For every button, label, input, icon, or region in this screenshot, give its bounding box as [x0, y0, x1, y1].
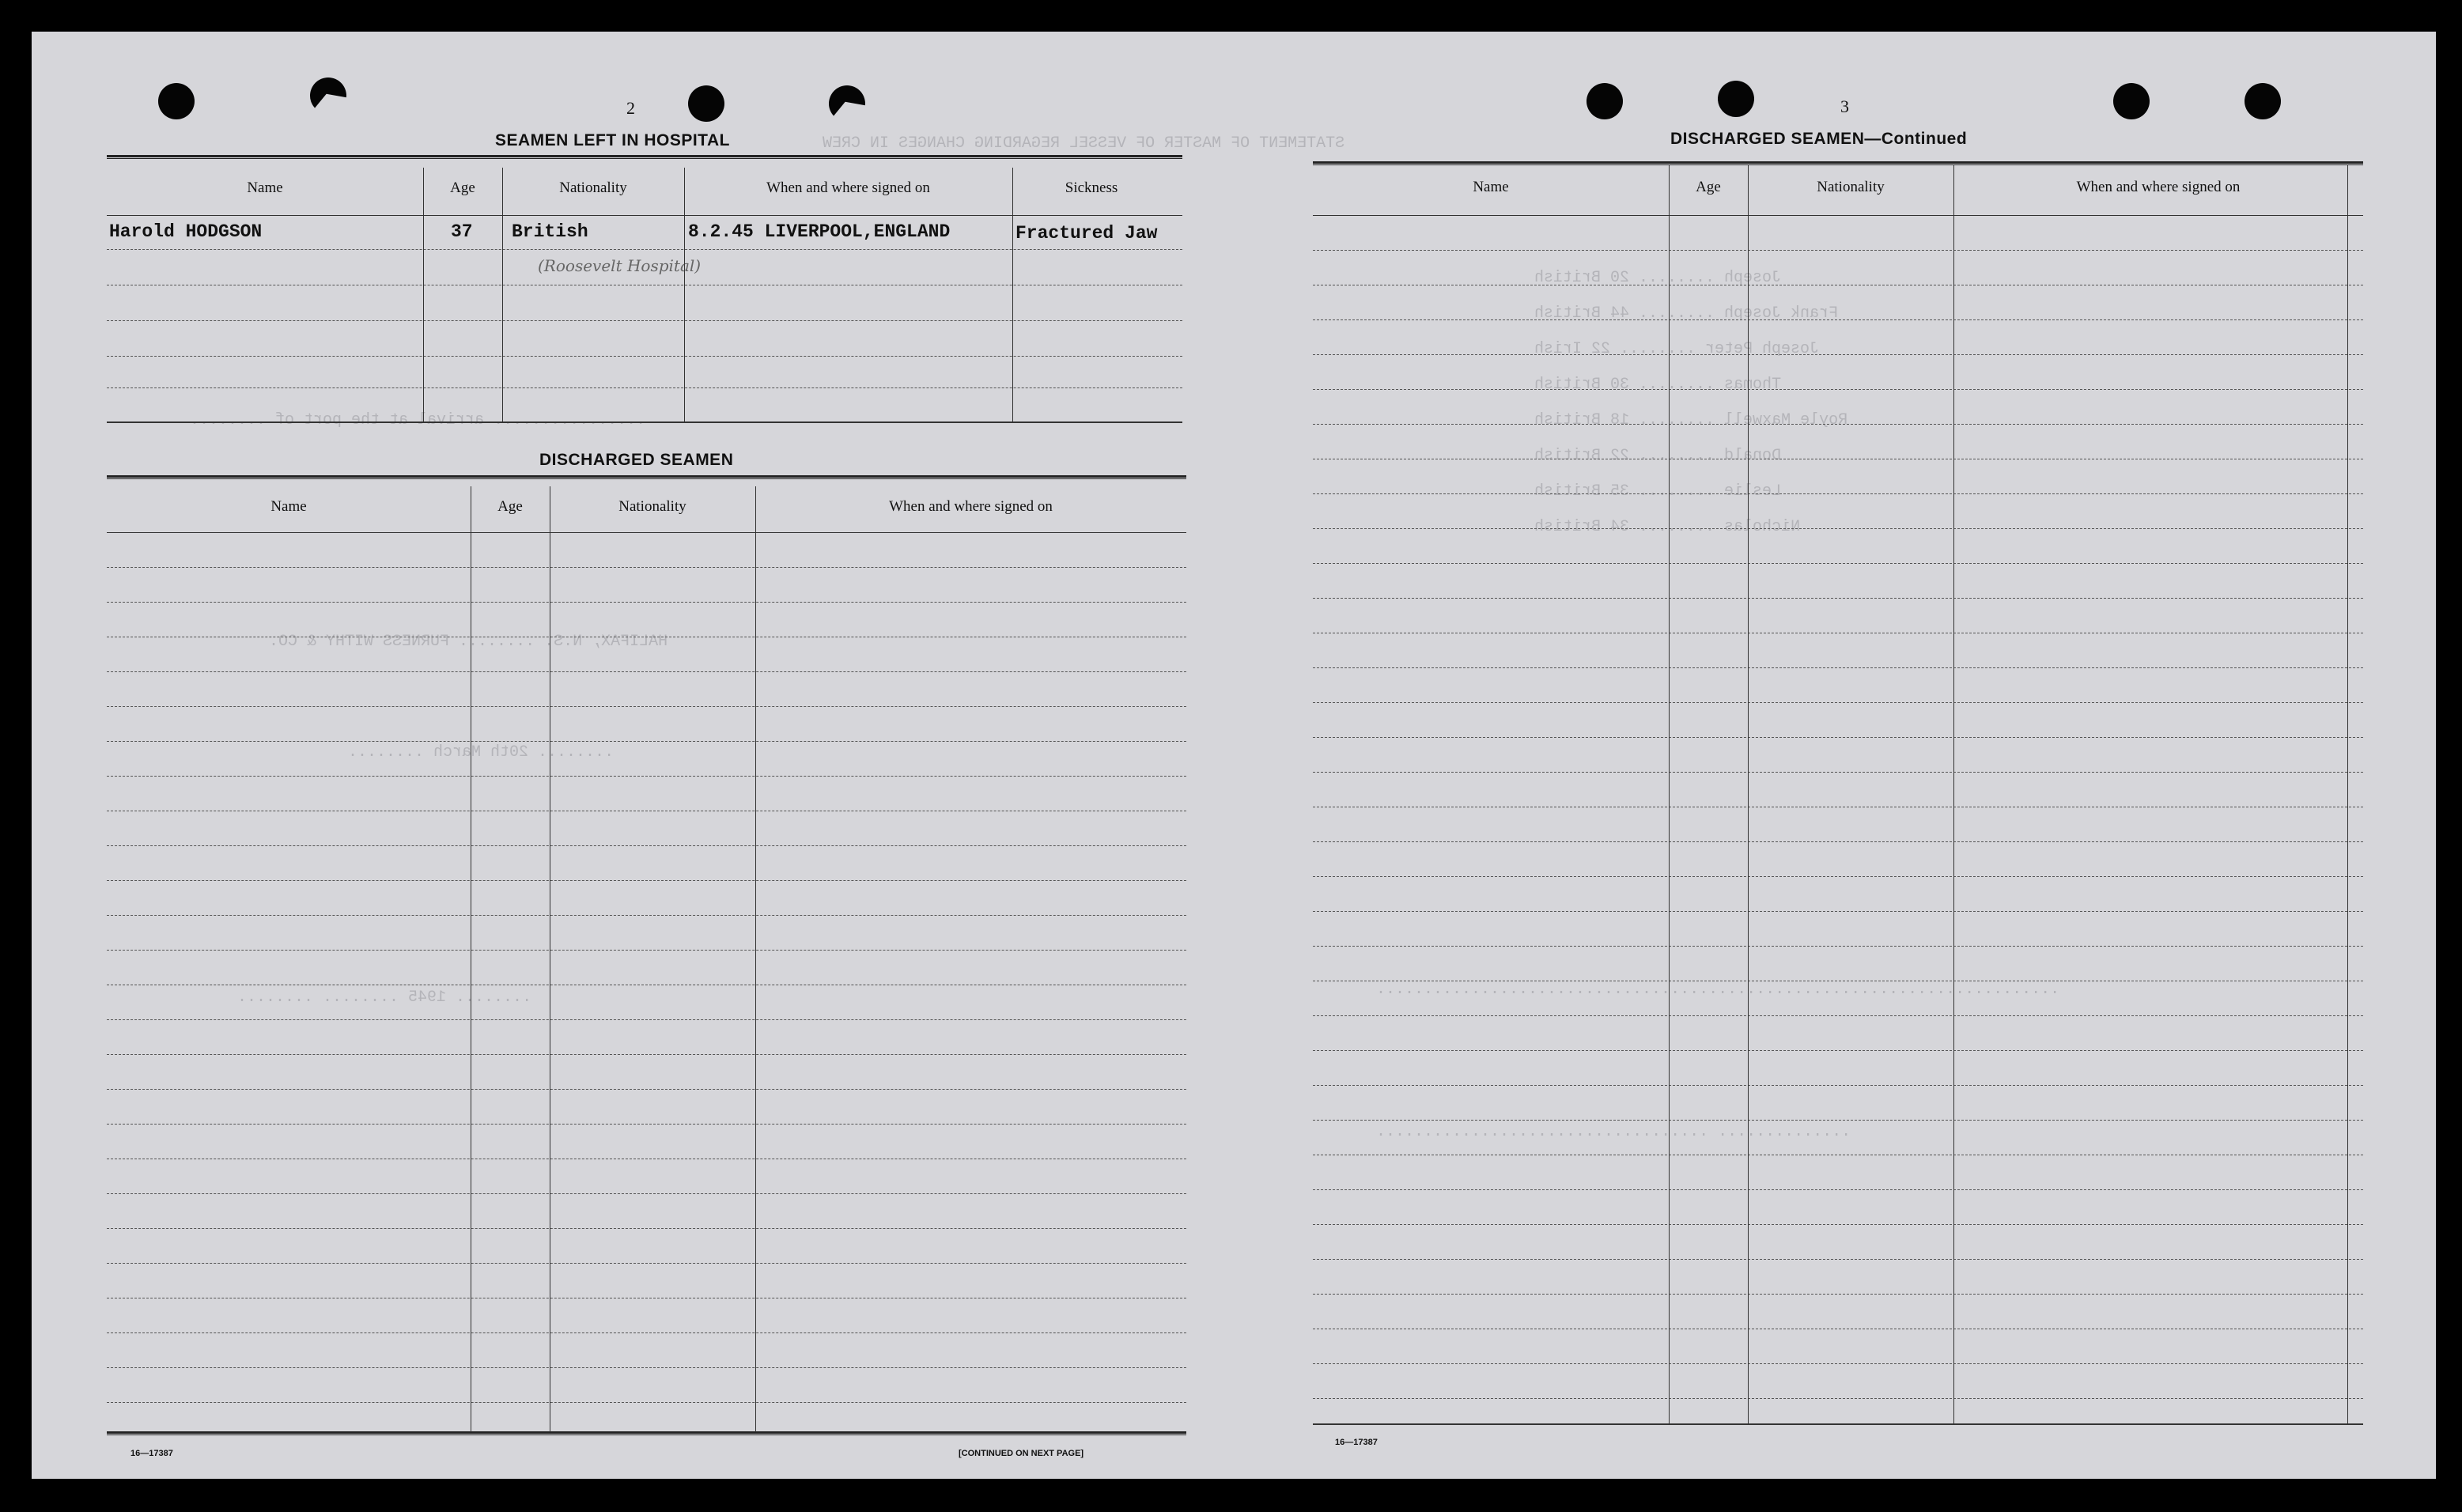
- ruled-line: [107, 1402, 1186, 1403]
- punch-hole: [158, 83, 195, 119]
- col-header-age: Age: [450, 180, 475, 196]
- seaman-name: Harold HODGSON: [109, 221, 263, 242]
- ruled-line: [1313, 319, 2363, 320]
- ruled-line: [1313, 1363, 2363, 1364]
- ruled-line: [1313, 354, 2363, 355]
- header-rule: [107, 215, 1182, 216]
- ruled-line: [107, 1332, 1186, 1333]
- col-header-signed-on: When and where signed on: [889, 498, 1053, 515]
- punch-hole: [688, 85, 724, 122]
- punch-hole: [829, 85, 865, 122]
- ruled-line: [1313, 841, 2363, 842]
- ruled-line: [107, 1263, 1186, 1264]
- col-header-nationality: Nationality: [618, 498, 686, 515]
- column-divider: [2347, 164, 2348, 1423]
- ruled-line: [1313, 702, 2363, 703]
- column-divider: [1748, 164, 1749, 1423]
- ruled-line: [1313, 250, 2363, 251]
- section-title-hospital: SEAMEN LEFT IN HOSPITAL: [495, 131, 730, 149]
- document-sheet: STATEMENT OF MASTER OF VESSEL REGARDING CHANGES IN CREW Joseph ........ 20 British Frank Joseph ........ 44 British Joseph Peter ........ 22 Irish Thomas ........ 30 British Royle Maxwell ........ 18 British Donald ........ 22 British Leslie ........ 35 British Nicholas ........ 34 British ................ arrival at the port of ........ HALIFAX, N.S. ........ FURNESS WITHY & CO. ........ 20th March ........ ........ 1945 ........ ........ ........................................................................ .............. ................................... 2 SEAMEN LEFT IN HOSPITAL Name Age Nationality When and where signed on Sickness Harold HODGSON 37 British 8.2.45 LIVERPOOL,ENGLAND Fractured Jaw (Roosevelt Hospital) DISCHARGED SEAMEN Name Age Nationality When and where signed on 16—17387 [CONTINUED ON NEXT PAGE] 3 DISCHARGED SEAMEN—Continued Name Age Nationality When and where signed on 16—17387: [32, 32, 2436, 1479]
- rule: [107, 475, 1186, 479]
- ruled-line: [1313, 424, 2363, 425]
- ruled-line: [1313, 1015, 2363, 1016]
- col-header-nationality: Nationality: [559, 180, 627, 196]
- header-rule: [1313, 215, 2363, 216]
- seaman-sickness: Fractured Jaw: [1015, 223, 1158, 244]
- col-header-signed-on: When and where signed on: [2076, 179, 2241, 195]
- ruled-line: [107, 776, 1186, 777]
- ruled-line: [107, 1124, 1186, 1125]
- column-divider: [1012, 168, 1013, 422]
- ruled-line: [107, 1367, 1186, 1368]
- ruled-line: [1313, 946, 2363, 947]
- continued-note: [CONTINUED ON NEXT PAGE]: [959, 1449, 1084, 1458]
- section-title-discharged: DISCHARGED SEAMEN: [539, 451, 734, 469]
- handwritten-note: (Roosevelt Hospital): [538, 256, 702, 275]
- table-bottom-rule: [1313, 1423, 2363, 1425]
- ruled-line: [107, 249, 1182, 250]
- ruled-line: [1313, 1398, 2363, 1399]
- ruled-line: [107, 1054, 1186, 1055]
- rule: [1313, 161, 2363, 165]
- column-divider: [1669, 164, 1670, 1423]
- ruled-line: [107, 1089, 1186, 1090]
- ruled-line: [107, 845, 1186, 846]
- punch-hole: [2113, 83, 2150, 119]
- punch-hole: [1586, 83, 1623, 119]
- column-divider: [684, 168, 685, 422]
- page-number-right: 3: [1840, 96, 1849, 116]
- seaman-signed-on: 8.2.45 LIVERPOOL,ENGLAND: [688, 221, 951, 242]
- ruled-line: [1313, 667, 2363, 668]
- section-title-suffix: —Continued: [1864, 130, 1968, 148]
- section-title-discharged-continued: [1670, 130, 1967, 149]
- ruled-line: [107, 950, 1186, 951]
- header-rule: [107, 532, 1186, 533]
- punch-hole: [2245, 83, 2281, 119]
- ruled-line: [1313, 911, 2363, 912]
- seaman-age: 37: [451, 221, 473, 242]
- ruled-line: [107, 567, 1186, 568]
- col-header-age: Age: [497, 498, 523, 515]
- table-bottom-rule: [107, 1431, 1186, 1435]
- ruled-line: [1313, 1085, 2363, 1086]
- ruled-line: [107, 1228, 1186, 1229]
- seaman-nationality: British: [512, 221, 588, 242]
- punch-hole: [310, 77, 346, 114]
- ruled-line: [1313, 737, 2363, 738]
- table-bottom-rule: [107, 421, 1182, 423]
- col-header-sickness: Sickness: [1065, 180, 1118, 196]
- col-header-signed-on: When and where signed on: [766, 180, 930, 196]
- ruled-line: [107, 356, 1182, 357]
- ruled-line: [1313, 1259, 2363, 1260]
- section-title-text: DISCHARGED SEAMEN: [1670, 130, 1865, 148]
- column-divider: [1953, 164, 1954, 1423]
- form-number-right: 16—17387: [1335, 1438, 1378, 1447]
- ruled-line: [1313, 1189, 2363, 1190]
- punch-hole: [1718, 81, 1754, 117]
- ruled-line: [1313, 598, 2363, 599]
- ruled-line: [1313, 1120, 2363, 1121]
- col-header-age: Age: [1696, 179, 1721, 195]
- form-number-left: 16—17387: [130, 1449, 173, 1458]
- ruled-line: [107, 387, 1182, 388]
- ruled-line: [107, 671, 1186, 672]
- ruled-line: [1313, 876, 2363, 877]
- ruled-line: [1313, 389, 2363, 390]
- column-divider: [423, 168, 424, 422]
- ruled-line: [107, 1019, 1186, 1020]
- ruled-line: [1313, 1224, 2363, 1225]
- column-divider: [502, 168, 503, 422]
- ruled-line: [1313, 1050, 2363, 1051]
- ruled-line: [107, 706, 1186, 707]
- column-divider: [755, 486, 756, 1432]
- rule: [107, 155, 1182, 159]
- ruled-line: [1313, 1294, 2363, 1295]
- col-header-name: Name: [1473, 179, 1509, 195]
- ruled-line: [1313, 563, 2363, 564]
- col-header-nationality: Nationality: [1817, 179, 1885, 195]
- ruled-line: [1313, 772, 2363, 773]
- ruled-line: [107, 602, 1186, 603]
- ruled-line: [1313, 528, 2363, 529]
- page-number-left: 2: [626, 98, 635, 118]
- ruled-line: [107, 1193, 1186, 1194]
- ruled-line: [107, 915, 1186, 916]
- ruled-line: [107, 741, 1186, 742]
- ruled-line: [107, 320, 1182, 321]
- col-header-name: Name: [270, 498, 307, 515]
- ruled-line: [1313, 493, 2363, 494]
- col-header-name: Name: [247, 180, 283, 196]
- ruled-line: [107, 880, 1186, 881]
